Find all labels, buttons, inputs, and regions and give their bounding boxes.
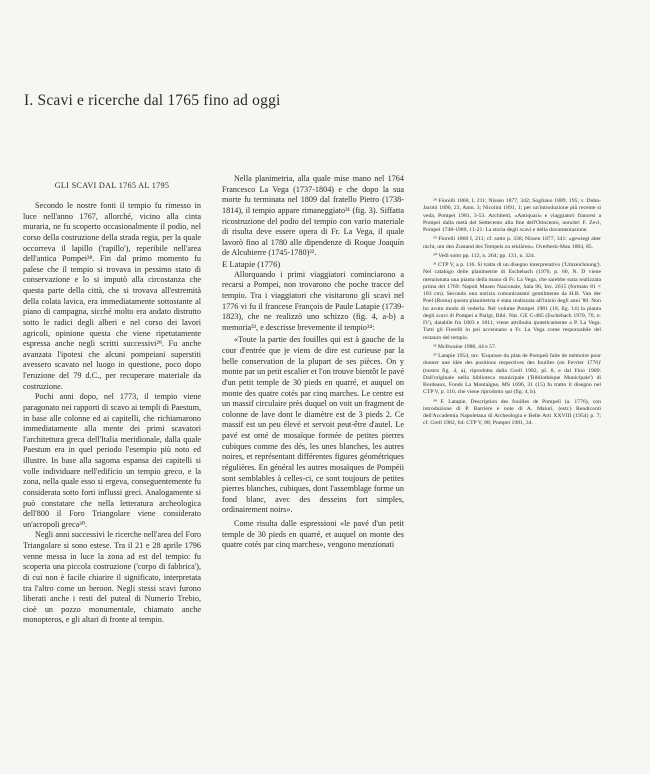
chapter-title: I. Scavi e ricerche dal 1765 fino ad oggi — [24, 92, 281, 109]
paragraph: Secondo le nostre fonti il tempio fu rimesso in luce nell'anno 1767, allorché, vicino alla cinta muraria, ne fu scoperto occasionalmente il podio, nel corso della costruzione della strada regia, per la quale occorreva il lapillo ('rapillo'), reperibile nell'area dell'antica Pompei²⁸. Fin dal primo momento fu palese che il tempio si trovava in pessimo stato di conservazione e lo si imputò alla circostanza che questa parte della città, che si trovava all'estremità della colata lavica, era immediatamente sottostante al piano di campagna, sicché molto era andato distrutto sotto le radici degli alberi e nel corso dei lavori agricoli, opinione questa che viene ripetutamente espressa anche negli scritti successivi²⁹. Fu anche avanzata l'ipotesi che alcuni pompeiani superstiti avessero scavato nel luogo in questione, poco dopo l'eruzione del 79 d.C., per recuperare materiale da costruzione. — [23, 201, 201, 391]
footnote: ³² McIlwaine 1988, 44 e 57. — [433, 343, 497, 350]
paragraph: Negli anni successivi le ricerche nell'area del Foro Triangolare si sono estese. Tra il 21 e 28 aprile 1796 venne messa in luce la zona ad est del tempio: fu scoperta una piccola costruzione ('corpo di fabbrica'), di cui non è facile chiarire il significato, interpretata tra l'altro come un heroon. Negli stessi scavi furono liberati anche i resti del puteal di Numerio Trebio, cioè un pozzo monumentale, chiamato anche monopteros, e gli altari di fronte al tempio. — [23, 530, 201, 625]
middle-column — [222, 174, 404, 551]
footnotes-column — [423, 198, 601, 430]
paragraph: Come risulta dalle espressioni «le pavé d'un petit temple de 30 pieds en quarré, et auquel on monte des quatre cotés par cinq marches», vengono menzionati — [222, 519, 404, 550]
paragraph: Nella planimetria, alla quale mise mano nel 1764 Francesco La Vega (1737-1804) e che dopo la sua morte fu terminata nel 1809 dal fratello Pietro (1738-1814), il tempio appare rimaneggiato³¹ (fig. 3). Siffatta ricostruzione del podio del tempio con vario materiale di risulta deve essere opera di Fr. La Vega, il quale lavorò fino al 1780 alle dipendenze di Roque Joaquín de Alcubierre (1745-1780)³². — [222, 174, 404, 258]
paragraph: Pochi anni dopo, nel 1773, il tempio viene paragonato nei rapporti di scavo ai templi di Paestum, in base alle colonne ed ai capitelli, che richiamarono immediatamente alla mente dei primi scavatori l'architettura greca dell'Italia meridionale, dalla quale Paestum era in quel periodo l'esempio più noto ed illustre. In base alla sagoma espansa dei capitelli si volle individuare nell'edificio un tempio greco, e la zona, nella quale esso si ergeva, conseguentemente fu considerata sotto forti influssi greci. Analogamente si può constatare che nella letteratura archeologica dell'800 il Foro Triangolare viene considerato un'acropoli greca³⁰. — [23, 392, 201, 529]
section-title-left: GLI SCAVI DAL 1765 AL 1795 — [54, 181, 170, 190]
left-column — [23, 201, 201, 626]
section-title-latapie: E Latapie (1776) — [222, 259, 281, 269]
footnote: ³³ Latapie 1954, tav. 'Esquisse du plan de Pompeïi faite de mémoire pour donner une idée des positions respectives des fouilles (en Fevrier 1776)' (nostra fig. 4, a), riprodotta dalla Grell 1982, pl. 8, e dal Fino 1989. Dall'originale nella biblioteca municipale ('Bibliothèque Municipale') di Bordeaux, Fonds La Montaigne, MS 1696, 31 (15) fu tratto il disegno nel CTP V, p. 110, che viene riprodotto qui (fig. 4, b). — [423, 353, 601, 396]
paragraph: Allorquando i primi viaggiatori cominciarono a recarsi a Pompei, non trovarono che poche tracce del tempio. Tra i viaggiatori che visitarono gli scavi nel 1776 vi fu il francese François de Paule Latapie (1739-1823), che ne realizzò uno schizzo (fig. 4, a-b) a memoria³³, e descrisse brevemente il tempio³⁴: — [222, 269, 404, 332]
footnote: ²⁸ Fiorelli 1860, I, 211; Nissen 1877, 342; Sogliano 1889, 195; v. Duhn-Jacobi 1890, 23, Anm. 3; Nicolini 1891, 1; per un'introduzione più recente si veda, Pompei 1981, 3-53. Architetti, «Antiquari» e viaggiatori francesi a Pompei dalla metà del Settecento alla fine dell'Ottocento, nonché: F. Zevi, Pompei 1748-1980, 11-21: La storia degli scavi e della documentazione. — [423, 198, 601, 233]
french-quotation: «Toute la partie des fouilles qui est à gauche de la cour d'entrée que je viens de dire est curieuse par la belle conservation de la plupart de ses pièces. On y monte par un petit escalier et l'on trouve bientôt le pavé d'un petit temple de 30 pieds en quarré, et auquel on monte des quatre cotés par cinq marches. Le centre est un massif circulaire près duquel on voit un fragment de colonne de lave dont le diamètre est de 3 pieds 2. Ce massif est un peu élevé et servoit peut-être d'autel. Le pavé est orné de mosaïque formée de petites pierres cubiques comme des dés, les unes blanches, les autres noires, et représentant différentes figures géométriques régulières. En général les autres mosaïques de Pompéii sont semblables à celles-ci, ce sont toujours de petites pierres blanches, cubiques, dont l'assemblage forme un fond blanc, avec des desseins fort simples, ordinairement noirs». — [222, 335, 404, 515]
footnote: ²⁹ Fiorelli 1860 I, 211; cf. sotto p. 338; Nissen 1877, 341: «gewiegt aber nicht, um den Zustand des Tempels zu erklären». Overbeck-Mau 1884, 85. — [423, 236, 601, 250]
footnote: ³¹ CTP V, a p. 116. Si tratta di un disegno interpretativo ('Umzeichnung'). Nel catalogo delle planimetrie di Eschebach (1970, p. 60, N. D viene menzionata una pianta della mano di Fr. La Vega, che sarebbe stata realizzata prima del 1769: Napoli Museo Nazionale, Sala 96, Inv. 2615 (formato 81 × 183 cm). Secondo una notizia comunicatami gentilmente da H.B. Van der Poel (Roma) questa planimetria è stata realizzata all'inizio degli anni '80. Non ho avuto modo di vederla. Nel volume Pompei 1981 (18, fig. 14) la pianta degli scavi di Pompei a Parigi, Bibl. Nat. GE C-485 (Eschebach 1970, 70, n. IV), databile fra 1803 e 1811, viene attribuita ipoteticamente a P. La Vega. Tutti gli Fiorelli in poi accennano a Fr. La Vega come responsabile del restauro del tempio. — [423, 262, 601, 341]
footnote: ³⁴ F. Latapie, Description des fouilles de Pompeïi (a. 1776), con introduzione di P. Barrière e note di A. Maiuri, (estr.) Rendiconti dell'Accademia Napoletana di Archeologia e Belle Arti XXVIII (1954) p. 7; cf. Grell 1982, 64; CTP V, 98; Pompei 1981, 34. — [423, 398, 601, 427]
footnote: ³⁰ Vedi sotto pp. 112, n. 264; pp. 131, n. 324. — [433, 252, 536, 259]
